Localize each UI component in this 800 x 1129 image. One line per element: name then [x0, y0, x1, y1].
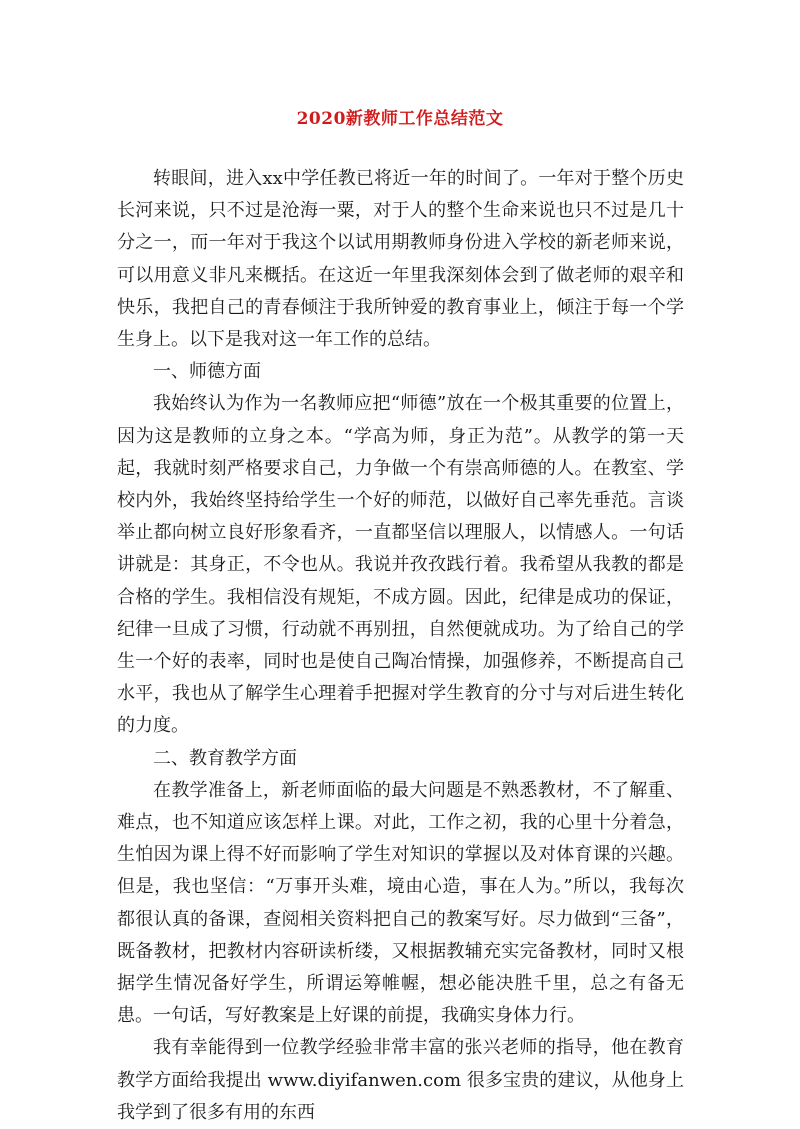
document-title: 2020新教师工作总结范文: [296, 109, 504, 129]
section-heading-teaching: 二、教育教学方面: [153, 747, 297, 769]
section-heading-ethics: 一、师德方面: [153, 361, 261, 383]
paragraph-ethics: 我始终认为作为一名教师应把“师德”放在一个极其重要的位置上，因为这是教师的立身之本。“学高为师，身正为范”。从教学的第一天起，我就时刻严格要求自己，力争做一个有崇高师德的人。在教室、学校内外，我始终坚持给学生一个好的师范，以做好自己率先垂范。言谈举止都向树立良好形象看齐，一直都坚信以理服人，以情感人。一句话讲就是：其身正，不令也从。我说并孜孜践行着。我希望从我教的都是合格的学生。我相信没有规矩，不成方圆。因此，纪律是成功的保证，纪律一旦成了习惯，行动就不再别扭，自然便就成功。为了给自己的学生一个好的表率，同时也是使自己陶冶情操，加强修养，不断提高自己水平，我也从了解学生心理着手把握对学生教育的分寸与对后进生转化的力度。: [117, 393, 684, 737]
paragraph-teaching-preparation: 在教学准备上，新老师面临的最大问题是不熟悉教材，不了解重、难点，也不知道应该怎样上课。对此，工作之初，我的心里十分着急，生怕因为课上得不好而影响了学生对知识的掌握以及对体育课的兴趣。但是，我也坚信：“万事开头难，境由心造，事在人为。”所以，我每次都很认真的备课，查阅相关资料把自己的教案写好。尽力做到“三备”，既备教材，把教材内容研读析缕，又根据教辅充实完备教材，同时又根据学生情况备好学生，所谓运筹帷幄，想必能决胜千里，总之有备无患。一句话，写好教案是上好课的前提，我确实身体力行。: [117, 779, 684, 1027]
paragraph-intro: 转眼间，进入xx中学任教已将近一年的时间了。一年对于整个历史长河来说，只不过是沧海一粟，对于人的整个生命来说也只不过是几十分之一，而一年对于我这个以试用期教师身份进入学校的新老师来说，可以用意义非凡来概括。在这近一年里我深刻体会到了做老师的艰辛和快乐，我把自己的青春倾注于我所钟爱的教育事业上，倾注于每一个学生身上。以下是我对这一年工作的总结。: [117, 168, 684, 351]
paragraph-mentor: 我有幸能得到一位教学经验非常丰富的张兴老师的指导，他在教育教学方面给我提出 www.diyifanwen.com 很多宝贵的建议，从他身上我学到了很多有用的东西: [117, 1037, 684, 1123]
document-body: [117, 163, 684, 1129]
